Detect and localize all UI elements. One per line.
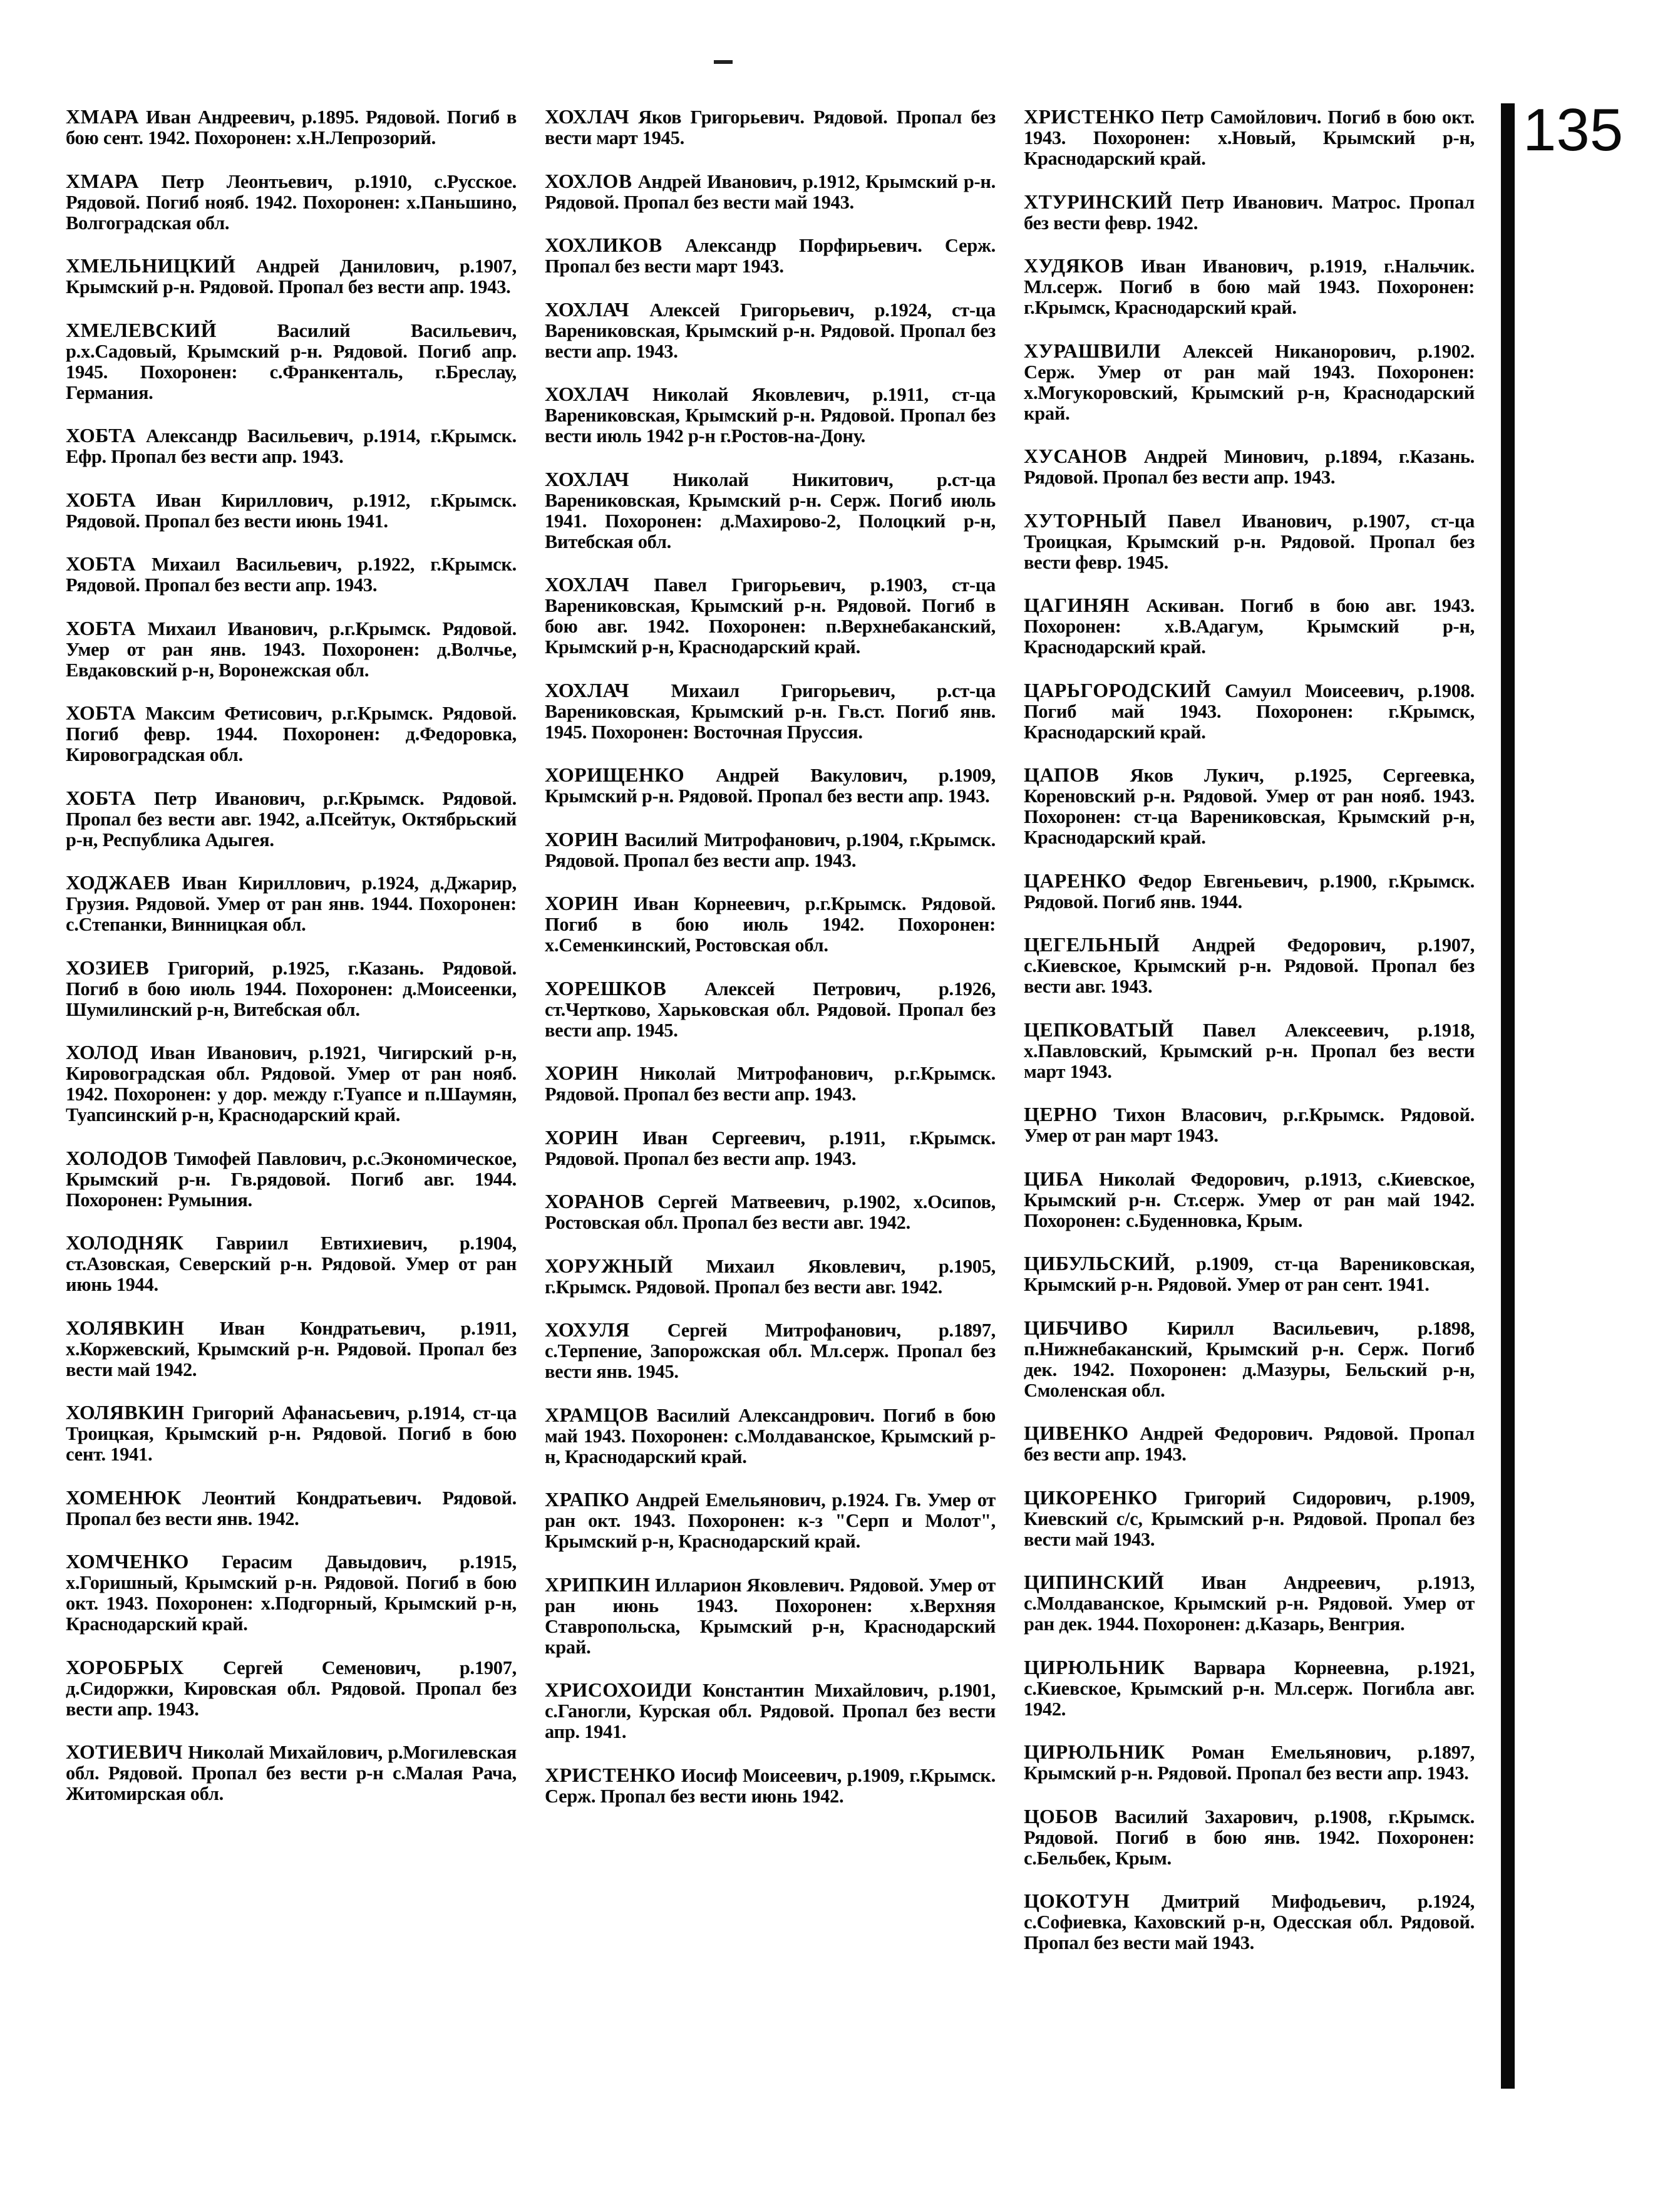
entry-surname: ХРАПКО [545, 1488, 630, 1511]
entry-details: Константин Михайлович, р.1901, с.Ганогли, Курская обл. Рядовой. Пропал без вести апр. 1941. [545, 1680, 996, 1742]
entry-surname: ЦАГИНЯН [1024, 594, 1130, 616]
memorial-entry [1024, 595, 1475, 658]
memorial-entry [66, 872, 517, 935]
memorial-entry [66, 618, 517, 681]
entry-details: Иван Корнеевич, р.г.Крымск. Рядовой. Погиб в бою июль 1942. Похоронен: х.Семенкинский, Ростовская обл. [545, 893, 996, 956]
entry-details: Василий Захарович, р.1908, г.Крымск. Рядовой. Погиб в бою янв. 1942. Похоронен: с.Бельбек, Крым. [1024, 1806, 1475, 1869]
entry-details: Григорий Афанасьевич, р.1914, ст-ца Троицкая, Крымский р-н. Рядовой. Погиб в бою сент. 1941. [66, 1402, 517, 1465]
entry-details: Сергей Семенович, р.1907, д.Сидоржки, Кировская обл. Рядовой. Пропал без вести апр. 1943. [66, 1657, 517, 1720]
entry-surname: ХОХЛАЧ [545, 297, 629, 321]
memorial-entry [66, 788, 517, 850]
entry-details: Василий Александрович. Погиб в бою май 1943. Похоронен: с.Молдаванское, Крымский р-н, Краснодарский край. [545, 1404, 996, 1467]
entry-details: Тимофей Павлович, р.с.Экономическое, Крымский р-н. Гв.рядовой. Погиб авг. 1944. Похоронен: Румыния. [66, 1147, 517, 1211]
entry-details: Иван Кириллович, р.1924, д.Джарир, Грузия. Рядовой. Умер от ран янв. 1944. Похоронен: с.Степанки, Винницкая обл. [66, 872, 517, 935]
page-number: 135 [1523, 96, 1624, 163]
entry-surname: ХОБТА [66, 552, 136, 575]
entry-surname: ХОЛЯВКИН [66, 1316, 185, 1339]
entry-details: Павел Иванович, р.1907, ст-ца Троицкая, Крымский р-н. Рядовой. Пропал без вести февр. 1945. [1024, 510, 1475, 573]
entry-details: Андрей Федорович, р.1907, с.Киевское, Крымский р-н. Рядовой. Пропал без вести авг. 1943. [1024, 934, 1475, 997]
entry-surname: ХОРИЩЕНКО [545, 763, 685, 786]
memorial-entry [1024, 1572, 1475, 1635]
memorial-entry [66, 425, 517, 467]
memorial-entry [66, 1148, 517, 1211]
entry-details: Самуил Моисеевич, р.1908. Погиб май 1943. Похоронен: г.Крымск, Краснодарский край. [1024, 680, 1475, 743]
entry-details: Дмитрий Мифодьевич, р.1924, с.Софиевка, Каховский р-н, Одесская обл. Рядовой. Пропал без вести май 1943. [1024, 1891, 1475, 1953]
entry-surname: ЦОБОВ [1024, 1804, 1098, 1828]
entry-details: Василий Митрофанович, р.1904, г.Крымск. Рядовой. Пропал без вести апр. 1943. [545, 829, 996, 871]
entry-surname: ХОХЛАЧ [545, 105, 629, 128]
memorial-entry [66, 1042, 517, 1125]
entry-details: Яков Лукич, р.1925, Сергеевка, Кореновский р-н. Рядовой. Умер от ран нояб. 1943. Похоронен: ст-ца Варениковская, Крымский р-н, Краснодарский край. [1024, 765, 1475, 848]
entry-surname: ХМЕЛЕВСКИЙ [66, 318, 217, 341]
entry-surname: ХОРОБРЫХ [66, 1655, 185, 1678]
entry-surname: ЦИВЕНКО [1024, 1422, 1129, 1444]
entry-surname: ХМАРА [66, 105, 139, 128]
entry-surname: ХОБТА [66, 424, 136, 447]
entry-details: Кирилл Васильевич, р.1898, п.Нижнебаканский, Крымский р-н. Серж. Погиб дек. 1942. Похоронен: д.Мазуры, Бельский р-н, Смоленская обл. [1024, 1317, 1475, 1401]
entry-surname: ХОРЕШКОВ [545, 976, 667, 1000]
memorial-entry [1024, 1806, 1475, 1869]
entry-surname: ХОБТА [66, 616, 136, 639]
memorial-entry [66, 256, 517, 297]
memorial-entry [66, 1487, 517, 1529]
entry-surname: ХОТИЕВИЧ [66, 1740, 183, 1763]
memorial-entry [1024, 256, 1475, 318]
memorial-entry [545, 171, 996, 213]
entry-details: Аскиван. Погиб в бою авг. 1943. Похоронен: х.В.Адагум, Крымский р-н, Краснодарский край. [1024, 595, 1475, 658]
memorial-entry [66, 1742, 517, 1804]
entry-surname: ХРАМЦОВ [545, 1403, 649, 1426]
entry-surname: ЦИПИНСКИЙ [1024, 1571, 1165, 1593]
entry-details: Василий Васильевич, р.х.Садовый, Крымский р-н. Рядовой. Погиб апр. 1945. Похоронен: с.Франкенталь, г.Бреслау, Германия. [66, 319, 517, 403]
entry-surname: ХМЕЛЬНИЦКИЙ [66, 254, 236, 277]
entry-surname: ХРИПКИН [545, 1573, 651, 1596]
entry-surname: ХОХУЛЯ [545, 1318, 630, 1341]
entry-details: Павел Григорьевич, р.1903, ст-ца Варениковская, Крымский р-н. Рядовой. Погиб в бою авг. 1942. Похоронен: п.Верхнебаканский, Крымский р-н, Краснодарский край. [545, 574, 996, 658]
entry-details: Михаил Иванович, р.г.Крымск. Рядовой. Умер от ран янв. 1943. Похоронен: д.Волчье, Евдаковский р-н, Воронежская обл. [66, 618, 517, 681]
entry-surname: ХОМЕНЮК [66, 1486, 182, 1509]
memorial-entry [1024, 1487, 1475, 1550]
memorial-entry [66, 106, 517, 148]
entry-surname: ЦЕРНО [1024, 1103, 1098, 1125]
entry-surname: ХОЛОДНЯК [66, 1231, 184, 1254]
entry-surname: ХРИСОХОИДИ [545, 1678, 693, 1701]
entry-details: Андрей Данилович, р.1907, Крымский р-н. Рядовой. Пропал без вести апр. 1943. [66, 256, 517, 297]
memorial-entry [1024, 1423, 1475, 1465]
entry-surname: ХРИСТЕНКО [545, 1763, 676, 1786]
entry-surname: ХОРАНОВ [545, 1190, 644, 1212]
entry-details: , р.1909, ст-ца Варениковская, Крымский р-н. Рядовой. Умер от ран сент. 1941. [1024, 1253, 1475, 1295]
entry-details: Петр Иванович, р.г.Крымск. Рядовой. Пропал без вести авг. 1942, а.Псейтук, Октябрьский р-н, Республика Адыгея. [66, 787, 517, 850]
memorial-entry [66, 1318, 517, 1380]
entry-surname: ЦОКОТУН [1024, 1890, 1130, 1912]
entry-details: Григорий, р.1925, г.Казань. Рядовой. Погиб в бою июль 1944. Похоронен: д.Моисеенки, Шумилинский р-н, Витебская обл. [66, 957, 517, 1020]
entry-details: Петр Самойлович. Погиб в бою окт. 1943. Похоронен: х.Новый, Крымский р-н, Краснодарский край. [1024, 106, 1475, 169]
entry-details: Сергей Митрофанович, р.1897, с.Терпение, Запорожская обл. Мл.серж. Пропал без вести янв. 1945. [545, 1320, 996, 1382]
memorial-entry [1024, 1318, 1475, 1401]
entry-surname: ХРИСТЕНКО [1024, 105, 1155, 128]
entry-surname: ЦАРЕНКО [1024, 869, 1126, 892]
entry-surname: ЦИБУЛЬСКИЙ [1024, 1252, 1170, 1274]
entry-surname: ЦИБЧИВО [1024, 1316, 1128, 1339]
entry-details: Николай Никитович, р.ст-ца Варениковская, Крымский р-н. Серж. Погиб июль 1941. Похоронен: д.Махирово-2, Полоцкий р-н, Витебская обл. [545, 468, 996, 552]
entry-details: Алексей Григорьевич, р.1924, ст-ца Варениковская, Крымский р-н. Рядовой. Пропал без вести апр. 1943. [545, 299, 996, 362]
entry-details: Андрей Емельянович, р.1924. Гв. Умер от ран окт. 1943. Похоронен: к-з "Серп и Молот", Крымский р-н, Краснодарский край. [545, 1489, 996, 1552]
memorial-entry [545, 1405, 996, 1467]
entry-surname: ЦЕПКОВАТЫЙ [1024, 1018, 1174, 1041]
column-3 [1024, 106, 1475, 1976]
entry-surname: ХОХЛАЧ [545, 383, 629, 405]
memorial-entry [1024, 1891, 1475, 1953]
memorial-entry [66, 320, 517, 403]
memorial-entry [545, 829, 996, 871]
column-1 [66, 106, 517, 1827]
memorial-entry [545, 1063, 996, 1105]
memorial-entry [545, 1765, 996, 1807]
entry-details: Герасим Давыдович, р.1915, х.Горишный, Крымский р-н. Рядовой. Погиб в бою окт. 1943. Похоронен: х.Подгорный, Крымский р-н, Краснодарский край. [66, 1551, 517, 1635]
memorial-entry [1024, 446, 1475, 488]
entry-details: Илларион Яковлевич. Рядовой. Умер от ран июнь 1943. Похоронен: х.Верхняя Ставропольска, Крымский р-н, Краснодарский край. [545, 1574, 996, 1658]
entry-details: Иван Кондратьевич, р.1911, х.Коржевский, Крымский р-н. Рядовой. Пропал без вести май 1942. [66, 1317, 517, 1380]
entry-surname: ЦЕГЕЛЬНЫЙ [1024, 933, 1160, 956]
entry-surname: ХОХЛАЧ [545, 678, 629, 701]
memorial-entry [66, 171, 517, 234]
entry-surname: ХОХЛИКОВ [545, 234, 662, 256]
margin-rule [1501, 103, 1515, 2089]
memorial-entry [66, 958, 517, 1020]
entry-surname: ХОРИН [545, 1062, 619, 1084]
entry-details: Михаил Григорьевич, р.ст-ца Варениковская, Крымский р-н. Гв.ст. Погиб янв. 1945. Похоронен: Восточная Пруссия. [545, 680, 996, 743]
memorial-entry [1024, 1657, 1475, 1720]
entry-surname: ХУДЯКОВ [1024, 254, 1124, 277]
memorial-entry [66, 1402, 517, 1465]
entry-details: Яков Григорьевич. Рядовой. Пропал без вести март 1945. [545, 106, 996, 148]
entry-details: Николай Михайлович, р.Могилевская обл. Рядовой. Пропал без вести р-н с.Малая Рача, Житомирская обл. [66, 1742, 517, 1804]
memorial-entry [1024, 680, 1475, 743]
entry-details: Иван Иванович, р.1919, г.Нальчик. Мл.серж. Погиб в бою май 1943. Похоронен: г.Крымск, Краснодарский край. [1024, 256, 1475, 318]
entry-surname: ЦИРЮЛЬНИК [1024, 1655, 1165, 1678]
memorial-entry [545, 893, 996, 956]
entry-details: Алексей Петрович, р.1926, ст.Чертково, Харьковская обл. Рядовой. Пропал без вести апр. 1945. [545, 978, 996, 1041]
entry-surname: ЦИБА [1024, 1167, 1084, 1190]
memorial-entry [66, 1551, 517, 1635]
memorial-entry [1024, 871, 1475, 912]
column-2 [545, 106, 996, 1829]
entry-details: Александр Порфирьевич. Серж. Пропал без вести март 1943. [545, 235, 996, 277]
entry-details: Иван Сергеевич, р.1911, г.Крымск. Рядовой. Пропал без вести апр. 1943. [545, 1127, 996, 1169]
entry-surname: ХОЛОДОВ [66, 1146, 168, 1169]
entry-details: Иван Кириллович, р.1912, г.Крымск. Рядовой. Пропал без вести июнь 1941. [66, 489, 517, 532]
memorial-entry [545, 469, 996, 552]
entry-surname: ХТУРИНСКИЙ [1024, 190, 1173, 213]
memorial-entry [545, 765, 996, 807]
entry-details: Максим Фетисович, р.г.Крымск. Рядовой. Погиб февр. 1944. Похоронен: д.Федоровка, Кировоградская обл. [66, 703, 517, 765]
memorial-entry [1024, 1742, 1475, 1784]
memorial-entry [545, 1574, 996, 1658]
entry-surname: ЦАПОВ [1024, 763, 1100, 786]
entry-details: Андрей Федорович. Рядовой. Пропал без вести апр. 1943. [1024, 1423, 1475, 1465]
entry-details: Александр Васильевич, р.1914, г.Крымск. Ефр. Пропал без вести апр. 1943. [66, 425, 517, 467]
entry-details: Варвара Корнеевна, р.1921, с.Киевское, Крымский р-н. Мл.серж. Погибла авг. 1942. [1024, 1657, 1475, 1720]
entry-details: Николай Яковлевич, р.1911, ст-ца Варениковская, Крымский р-н. Рядовой. Пропал без вести июль 1942 р-н г.Ростов-на-Дону. [545, 384, 996, 447]
entry-details: Петр Иванович. Матрос. Пропал без вести февр. 1942. [1024, 191, 1475, 234]
entry-surname: ЦАРЬГОРОДСКИЙ [1024, 678, 1212, 701]
memorial-entry [545, 978, 996, 1041]
memorial-entry [1024, 341, 1475, 424]
memorial-entry [545, 1191, 996, 1233]
memorial-entry [66, 490, 517, 532]
entry-surname: ЦИРЮЛЬНИК [1024, 1740, 1165, 1763]
memorial-entry [1024, 1169, 1475, 1231]
entry-surname: ЦИКОРЕНКО [1024, 1486, 1158, 1509]
entry-details: Гавриил Евтихиевич, р.1904, ст.Азовская, Северский р-н. Рядовой. Умер от ран июнь 1944. [66, 1233, 517, 1295]
entry-details: Тихон Власович, р.г.Крымск. Рядовой. Умер от ран март 1943. [1024, 1104, 1475, 1146]
entry-surname: ХОХЛАЧ [545, 573, 629, 596]
memorial-entry [545, 1489, 996, 1552]
memorial-entry [545, 1256, 996, 1298]
entry-surname: ХОХЛАЧ [545, 467, 629, 490]
entry-surname: ХМАРА [66, 169, 139, 192]
memorial-entry [545, 1320, 996, 1382]
entry-surname: ХОРИН [545, 892, 619, 914]
memorial-entry [66, 1657, 517, 1720]
entry-surname: ХОБТА [66, 701, 136, 724]
memorial-entry [1024, 192, 1475, 234]
memorial-entry [1024, 106, 1475, 169]
memorial-entry [1024, 1104, 1475, 1146]
entry-details: Николай Митрофанович, р.г.Крымск. Рядовой. Пропал без вести апр. 1943. [545, 1063, 996, 1105]
memorial-entry [66, 1233, 517, 1295]
memorial-entry [545, 680, 996, 743]
memorial-entry [545, 1127, 996, 1169]
entry-surname: ХОРУЖНЫЙ [545, 1254, 673, 1277]
memorial-entry [1024, 765, 1475, 848]
entry-details: Леонтий Кондратьевич. Рядовой. Пропал без вести янв. 1942. [66, 1487, 517, 1529]
memorial-entry [545, 235, 996, 277]
entry-details: Михаил Яковлевич, р.1905, г.Крымск. Рядовой. Пропал без вести авг. 1942. [545, 1255, 996, 1298]
entry-surname: ХОРИН [545, 1125, 619, 1149]
memorial-entry [1024, 510, 1475, 573]
top-mark [714, 60, 733, 64]
entry-details: Сергей Матвеевич, р.1902, х.Осипов, Ростовская обл. Пропал без вести авг. 1942. [545, 1191, 996, 1233]
entry-surname: ХУРАШВИЛИ [1024, 339, 1161, 362]
entry-details: Федор Евгеньевич, р.1900, г.Крымск. Рядовой. Погиб янв. 1944. [1024, 870, 1475, 912]
entry-details: Николай Федорович, р.1913, с.Киевское, Крымский р-н. Ст.серж. Умер от ран май 1942. Похоронен: с.Буденновка, Крым. [1024, 1168, 1475, 1231]
entry-details: Петр Леонтьевич, р.1910, с.Русское. Рядовой. Погиб нояб. 1942. Похоронен: х.Паньшино, Волгоградская обл. [66, 170, 517, 234]
entry-details: Андрей Вакулович, р.1909, Крымский р-н. Рядовой. Пропал без вести апр. 1943. [545, 765, 996, 807]
entry-details: Михаил Васильевич, р.1922, г.Крымск. Рядовой. Пропал без вести апр. 1943. [66, 554, 517, 596]
entry-surname: ХОЗИЕВ [66, 956, 150, 979]
entry-details: Алексей Никанорович, р.1902. Серж. Умер от ран май 1943. Похоронен: х.Могукоровский, Крымский р-н, Краснодарский край. [1024, 340, 1475, 424]
entry-details: Роман Емельянович, р.1897, Крымский р-н. Рядовой. Пропал без вести апр. 1943. [1024, 1742, 1475, 1784]
entry-surname: ХОЛОД [66, 1041, 138, 1063]
entry-surname: ХУТОРНЫЙ [1024, 509, 1147, 532]
memorial-entry [545, 1680, 996, 1742]
entry-surname: ХОРИН [545, 827, 619, 850]
memorial-entry [66, 703, 517, 765]
entry-surname: ХОМЧЕНКО [66, 1550, 189, 1573]
memorial-entry [545, 574, 996, 658]
entry-details: Иван Иванович, р.1921, Чигирский р-н, Кировоградская обл. Рядовой. Умер от ран нояб. 1942. Похоронен: у дор. между г.Туапсе и п.Шаумян, Туапсинский р-н, Краснодарский край. [66, 1042, 517, 1125]
memorial-entry [1024, 1253, 1475, 1295]
entry-surname: ХОХЛОВ [545, 169, 632, 192]
entry-details: Иосиф Моисеевич, р.1909, г.Крымск. Серж. Пропал без вести июнь 1942. [545, 1764, 996, 1807]
entry-surname: ХОДЖАЕВ [66, 871, 171, 894]
memorial-entry [545, 384, 996, 447]
entry-surname: ХУСАНОВ [1024, 445, 1128, 467]
memorial-entry [1024, 934, 1475, 997]
memorial-entry [66, 554, 517, 596]
entry-details: Иван Андреевич, р.1913, с.Молдаванское, Крымский р-н. Рядовой. Умер от ран дек. 1944. Похоронен: д.Казарь, Венгрия. [1024, 1572, 1475, 1635]
entry-surname: ХОЛЯВКИН [66, 1401, 185, 1424]
memorial-entry [1024, 1020, 1475, 1082]
entry-details: Иван Андреевич, р.1895. Рядовой. Погиб в бою сент. 1942. Похоронен: х.Н.Лепрозорий. [66, 106, 517, 148]
entry-details: Павел Алексеевич, р.1918, х.Павловский, Крымский р-н. Пропал без вести март 1943. [1024, 1019, 1475, 1082]
memorial-entry [545, 299, 996, 362]
entry-surname: ХОБТА [66, 488, 136, 511]
memorial-entry [545, 106, 996, 148]
entry-details: Андрей Минович, р.1894, г.Казань. Рядовой. Пропал без вести апр. 1943. [1024, 446, 1475, 488]
entry-details: Григорий Сидорович, р.1909, Киевский с/с, Крымский р-н. Рядовой. Пропал без вести май 1943. [1024, 1487, 1475, 1550]
entry-surname: ХОБТА [66, 786, 136, 809]
entry-details: Андрей Иванович, р.1912, Крымский р-н. Рядовой. Пропал без вести май 1943. [545, 170, 996, 213]
